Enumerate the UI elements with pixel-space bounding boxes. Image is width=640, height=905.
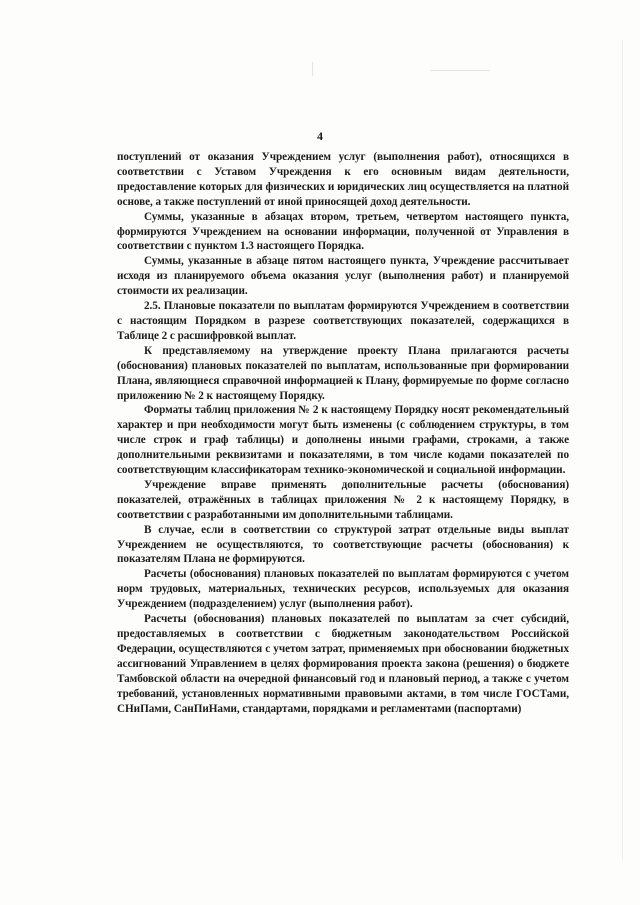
paragraph-section-2-5: 2.5. Плановые показатели по выплатам формируются Учреждением в соответствии с настоящим Порядком в разрезе соответствующих показателей, содержащихся в Таблице 2 с расшифровкой выплат.: [117, 300, 569, 342]
paragraph: К представляемому на утверждение проекту Плана прилагаются расчеты (обоснования) плановых показателей по выплатам, использованные при формировании Плана, являющиеся справочной информацией к Плану, формируемые по форме согласно приложению № 2 к настоящему Порядку.: [117, 344, 569, 402]
paragraph: Форматы таблиц приложения № 2 к настоящему Порядку носят рекомендательный характер и при необходимости могут быть изменены (с соблюдением структуры, в том числе строк и граф таблицы) и дополнены иными графами, строками, а также дополнительными реквизитами и показателями, в том числе кодами показателей по соответствующим классификаторам технико-экономической и социальной информации.: [117, 404, 569, 477]
scan-artifact: [312, 62, 313, 76]
paragraph: Расчеты (обоснования) плановых показателей по выплатам за счет субсидий, предоставляемых в соответствии с бюджетным законодательством Российской Федерации, осуществляются с учетом затрат, применяемых при обосновании бюджетных ассигнований Управлением в целях формирования проекта закона (решения) о бюджете Тамбовской области на очередной финансовый год и плановый период, а также с учетом требований, установленных нормативными правовыми актами, в том числе ГОСТами, СНиПами, СанПиНами, стандартами, порядками и регламентами (паспортами): [117, 613, 569, 715]
document-body: [117, 150, 569, 716]
paragraph: В случае, если в соответствии со структурой затрат отдельные виды выплат Учреждением не осуществляются, то соответствующие расчеты (обоснования) к показателям Плана не формируются.: [117, 523, 569, 566]
paragraph: Учреждение вправе применять дополнительные расчеты (обоснования) показателей, отражённых в таблицах приложения № 2 к настоящему Порядку, в соответствии с разработанными им дополнительными таблицами.: [117, 478, 569, 521]
paragraph-continuation: поступлений от оказания Учреждением услуг (выполнения работ), относящихся в соответствии с Уставом Учреждения к его основным видам деятельности, предоставление которых для физических и юридических лиц осуществляется на платной основе, а также поступлений от иной приносящей доход деятельности.: [117, 151, 569, 208]
scan-artifact: [430, 70, 490, 71]
scan-artifact: [622, 40, 623, 860]
paragraph: Суммы, указанные в абзаце пятом настоящего пункта, Учреждение рассчитывает исходя из планируемого объема оказания услуг (выполнения работ) и планируемой стоимости их реализации.: [117, 255, 569, 298]
paragraph: Расчеты (обоснования) плановых показателей по выплатам формируются с учетом норм трудовых, материальных, технических ресурсов, используемых для оказания Учреждением (подразделением) услуг (выполнения работ).: [117, 568, 569, 611]
paragraph: Суммы, указанные в абзацах втором, третьем, четвертом настоящего пункта, формируются Учреждением на основании информации, полученной от Управления в соответствии с пунктом 1.3 настоящего Порядка.: [117, 210, 569, 253]
page-number: 4: [317, 129, 323, 143]
